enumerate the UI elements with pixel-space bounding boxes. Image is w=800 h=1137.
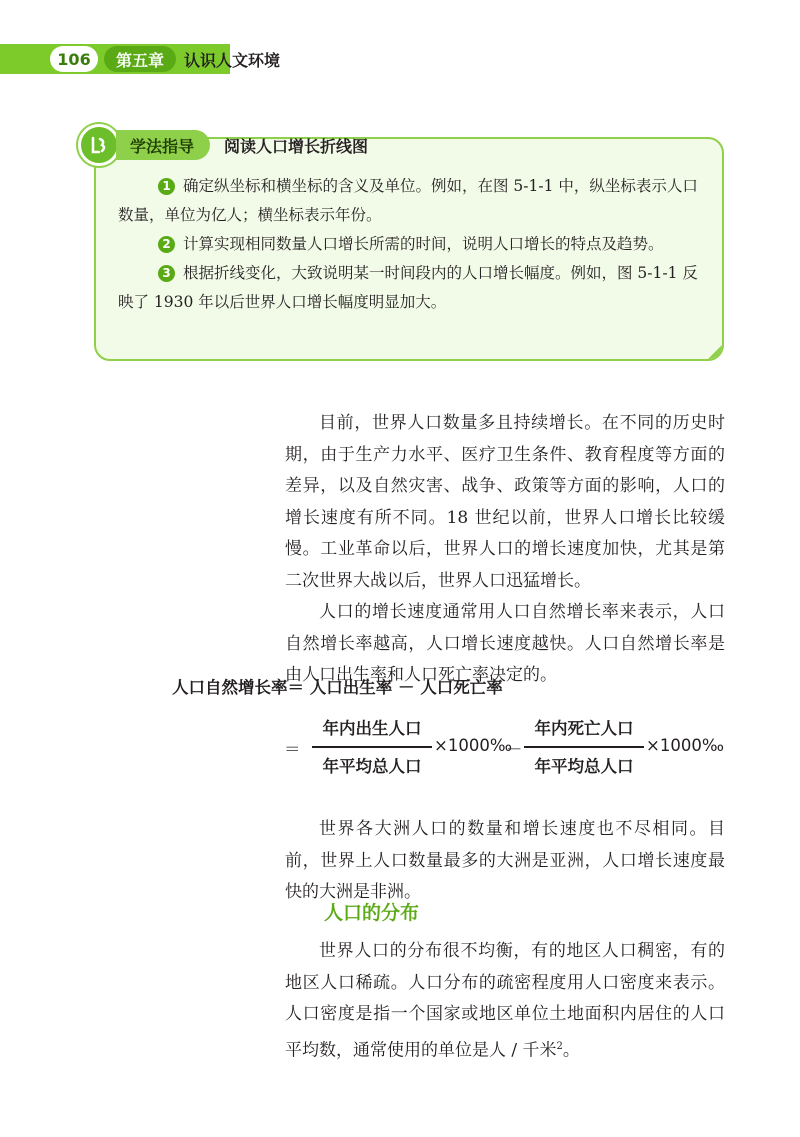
study-guide-subtitle: 阅读人口增长折线图	[224, 136, 369, 156]
fraction-numerator: 年内出生人口	[322, 719, 422, 738]
equals-sign: ＝	[284, 740, 301, 759]
fraction-birth	[312, 712, 432, 782]
guide-item-text: 确定纵坐标和横坐标的含义及单位。例如，在图 5-1-1 中，纵坐标表示人口数量，单位为亿人；横坐标表示年份。	[118, 177, 698, 224]
multiplier: ×1000‰	[434, 736, 512, 755]
fraction-denominator: 年平均总人口	[322, 757, 422, 776]
body-section-3	[285, 936, 725, 1067]
body-section-1	[285, 408, 725, 692]
fraction-death	[524, 712, 644, 782]
paragraph: 目前，世界人口数量多且持续增长。在不同的历史时期，由于生产力水平、医疗卫生条件、教育程度等方面的差异，以及自然灾害、战争、政策等方面的影响，人口的增长速度有所不同。18 世纪以前，世界人口增长比较缓慢。工业革命以后，世界人口的增长速度加快，尤其是第二次世界大战以后，世界人口迅猛增长。	[285, 413, 725, 591]
corner-fold	[706, 343, 724, 361]
chapter-label: 第五章	[104, 46, 176, 72]
guide-item-3	[118, 259, 710, 317]
study-guide-tab: 学法指导	[116, 130, 210, 160]
superscript: 2	[556, 1040, 563, 1052]
item-number-badge: 1	[158, 178, 175, 195]
page-number: 106	[50, 46, 98, 72]
paragraph	[285, 936, 725, 1067]
fraction-numerator: 年内死亡人口	[534, 719, 634, 738]
item-number-badge: 3	[158, 265, 175, 282]
study-guide-icon	[78, 124, 120, 166]
formula-definition: 人口自然增长率＝ 人口出生率 － 人口死亡率	[172, 678, 503, 697]
section-heading: 人口的分布	[324, 902, 420, 924]
study-guide-header	[78, 124, 368, 166]
paragraph: 世界各大洲人口的数量和增长速度也不尽相同。目前，世界上人口数量最多的大洲是亚洲，人口增长速度最快的大洲是非洲。	[285, 819, 725, 902]
minus-sign: －	[506, 740, 523, 759]
paragraph-text: 世界人口的分布很不均衡，有的地区人口稠密，有的地区人口稀疏。人口分布的疏密程度用人口密度来表示。人口密度是指一个国家或地区单位土地面积内居住的人口平均数，通常使用的单位是人 / 千米	[285, 941, 725, 1061]
guide-item-text: 计算实现相同数量人口增长所需的时间，说明人口增长的特点及趋势。	[183, 235, 664, 253]
paragraph-end: 。	[562, 1040, 580, 1061]
fraction-denominator: 年平均总人口	[534, 757, 634, 776]
multiplier: ×1000‰	[646, 736, 724, 755]
guide-item-text: 根据折线变化，大致说明某一时间段内的人口增长幅度。例如，图 5-1-1 反映了 1930 年以后世界人口增长幅度明显加大。	[118, 264, 698, 311]
item-number-badge: 2	[158, 236, 175, 253]
page-header	[0, 44, 800, 74]
guide-item-2	[118, 230, 710, 259]
study-guide-items	[118, 172, 710, 317]
body-section-2	[285, 814, 725, 909]
paragraph: 人口的增长速度通常用人口自然增长率来表示，人口自然增长率越高，人口增长速度越快。人口自然增长率是由人口出生率和人口死亡率决定的。	[285, 602, 725, 685]
guide-item-1	[118, 172, 710, 230]
chapter-title: 认识人文环境	[184, 51, 281, 70]
